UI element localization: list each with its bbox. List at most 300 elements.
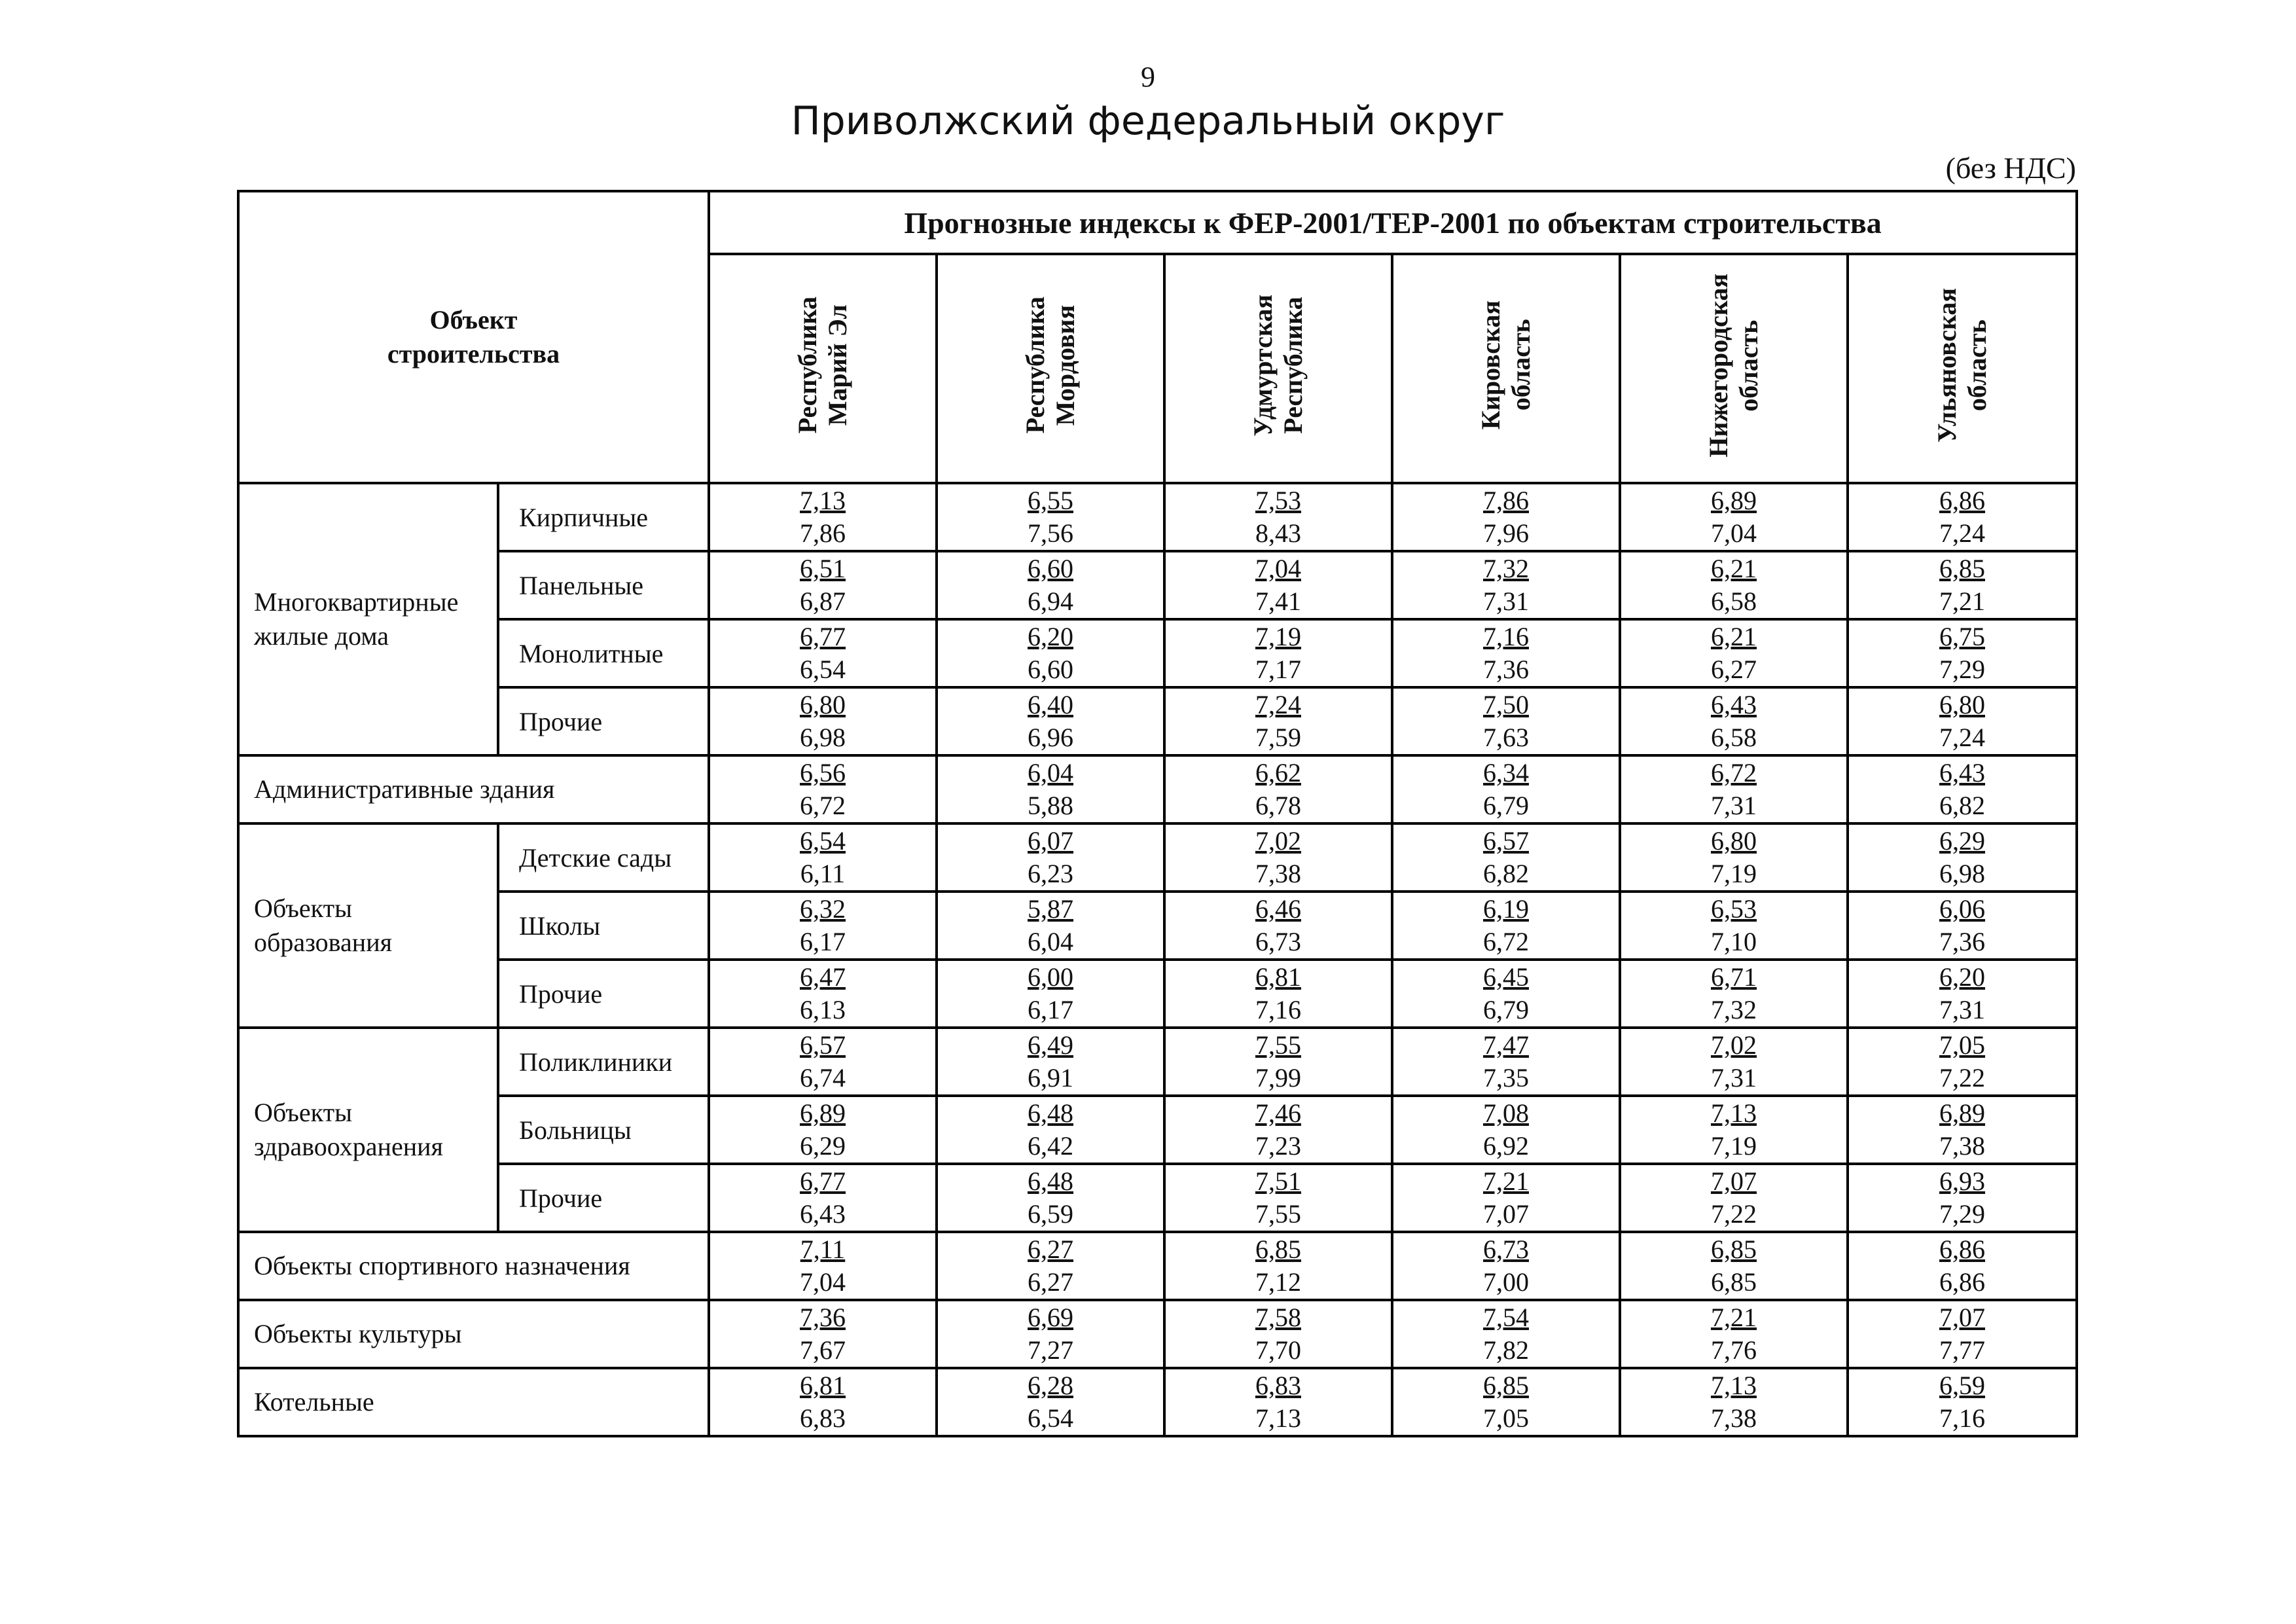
fer-index-value: 7,11 bbox=[800, 1235, 846, 1264]
ter-index-value: 7,31 bbox=[1483, 586, 1529, 616]
fer-index-value: 7,24 bbox=[1255, 690, 1301, 719]
fer-index-value: 7,02 bbox=[1255, 826, 1301, 856]
ter-index-value: 7,96 bbox=[1483, 518, 1529, 548]
index-cell bbox=[1848, 1368, 2077, 1436]
index-cell bbox=[1848, 892, 2077, 960]
ter-index-value: 6,42 bbox=[1028, 1131, 1073, 1161]
ter-index-value: 6,59 bbox=[1028, 1199, 1073, 1229]
fer-index-value: 7,02 bbox=[1711, 1030, 1757, 1060]
ter-index-value: 7,04 bbox=[1711, 518, 1757, 548]
index-cell bbox=[1620, 619, 1848, 687]
ter-index-value: 6,54 bbox=[800, 655, 846, 684]
table-row bbox=[238, 687, 2077, 755]
ter-index-value: 7,67 bbox=[800, 1335, 846, 1365]
table-row bbox=[238, 755, 2077, 823]
ter-index-value: 7,31 bbox=[1711, 1063, 1757, 1092]
forecast-index-header: Прогнозные индексы к ФЕР-2001/ТЕР-2001 по объектам строительства bbox=[709, 191, 2077, 254]
index-cell bbox=[1620, 1028, 1848, 1096]
subcategory-label: Панельные bbox=[498, 551, 709, 619]
fer-index-value: 6,21 bbox=[1711, 554, 1757, 583]
index-cell bbox=[709, 1300, 937, 1368]
index-cell bbox=[1620, 483, 1848, 551]
index-cell bbox=[937, 823, 1164, 892]
index-cell bbox=[1620, 892, 1848, 960]
index-cell bbox=[709, 1164, 937, 1232]
index-cell bbox=[709, 619, 937, 687]
index-cell bbox=[1164, 687, 1392, 755]
table-row bbox=[238, 619, 2077, 687]
fer-index-value: 6,46 bbox=[1255, 894, 1301, 924]
index-cell bbox=[1392, 551, 1620, 619]
ter-index-value: 7,31 bbox=[1711, 791, 1757, 820]
ter-index-value: 6,78 bbox=[1255, 791, 1301, 820]
fer-index-value: 6,07 bbox=[1028, 826, 1073, 856]
ter-index-value: 6,85 bbox=[1711, 1267, 1757, 1297]
ter-index-value: 7,86 bbox=[800, 518, 846, 548]
fer-index-value: 6,51 bbox=[800, 554, 846, 583]
fer-index-value: 7,46 bbox=[1255, 1098, 1301, 1128]
ter-index-value: 6,17 bbox=[1028, 995, 1073, 1024]
region-header bbox=[1392, 254, 1620, 483]
fer-index-value: 6,72 bbox=[1711, 758, 1757, 787]
ter-index-value: 7,05 bbox=[1483, 1403, 1529, 1433]
ter-index-value: 6,54 bbox=[1028, 1403, 1073, 1433]
fer-index-value: 6,81 bbox=[1255, 962, 1301, 992]
index-cell bbox=[1164, 1232, 1392, 1300]
index-cell bbox=[709, 1232, 937, 1300]
ter-index-value: 7,29 bbox=[1939, 655, 1985, 684]
fer-index-value: 7,58 bbox=[1255, 1303, 1301, 1332]
table-row bbox=[238, 1368, 2077, 1436]
ter-index-value: 7,19 bbox=[1711, 1131, 1757, 1161]
category-label: Объекты здравоохранения bbox=[238, 1028, 498, 1232]
fer-index-value: 6,53 bbox=[1711, 894, 1757, 924]
vat-note: (без НДС) bbox=[1945, 151, 2076, 185]
ter-index-value: 6,82 bbox=[1939, 791, 1985, 820]
fer-index-value: 6,60 bbox=[1028, 554, 1073, 583]
fer-index-value: 6,85 bbox=[1711, 1235, 1757, 1264]
ter-index-value: 6,96 bbox=[1028, 723, 1073, 752]
ter-index-value: 6,29 bbox=[800, 1131, 846, 1161]
fer-index-value: 7,53 bbox=[1255, 486, 1301, 515]
ter-index-value: 7,55 bbox=[1255, 1199, 1301, 1229]
ter-index-value: 7,13 bbox=[1255, 1403, 1301, 1433]
ter-index-value: 6,82 bbox=[1483, 859, 1529, 888]
ter-index-value: 7,12 bbox=[1255, 1267, 1301, 1297]
index-cell bbox=[1164, 619, 1392, 687]
page-title: Приволжский федеральный округ bbox=[791, 98, 1505, 144]
fer-index-value: 6,34 bbox=[1483, 758, 1529, 787]
ter-index-value: 6,74 bbox=[800, 1063, 846, 1092]
index-cell bbox=[1164, 1164, 1392, 1232]
fer-index-value: 6,81 bbox=[800, 1371, 846, 1400]
ter-index-value: 7,10 bbox=[1711, 927, 1757, 956]
ter-index-value: 6,92 bbox=[1483, 1131, 1529, 1161]
index-cell bbox=[1620, 1300, 1848, 1368]
index-cell bbox=[1164, 1368, 1392, 1436]
index-cell bbox=[1848, 1300, 2077, 1368]
ter-index-value: 7,76 bbox=[1711, 1335, 1757, 1365]
index-cell bbox=[1620, 1096, 1848, 1164]
fer-index-value: 6,75 bbox=[1939, 622, 1985, 651]
fer-index-value: 7,21 bbox=[1711, 1303, 1757, 1332]
index-cell bbox=[1164, 823, 1392, 892]
ter-index-value: 7,77 bbox=[1939, 1335, 1985, 1365]
index-cell bbox=[1620, 960, 1848, 1028]
index-cell bbox=[709, 755, 937, 823]
ter-index-value: 7,56 bbox=[1028, 518, 1073, 548]
fer-index-value: 6,80 bbox=[1939, 690, 1985, 719]
ter-index-value: 6,98 bbox=[1939, 859, 1985, 888]
ter-index-value: 7,38 bbox=[1711, 1403, 1757, 1433]
fer-index-value: 6,28 bbox=[1028, 1371, 1073, 1400]
index-cell bbox=[1164, 1096, 1392, 1164]
index-cell bbox=[709, 687, 937, 755]
ter-index-value: 7,63 bbox=[1483, 723, 1529, 752]
index-cell bbox=[1392, 892, 1620, 960]
ter-index-value: 7,82 bbox=[1483, 1335, 1529, 1365]
subcategory-label: Прочие bbox=[498, 960, 709, 1028]
fer-index-value: 7,86 bbox=[1483, 486, 1529, 515]
fer-index-value: 6,40 bbox=[1028, 690, 1073, 719]
index-cell bbox=[709, 1028, 937, 1096]
fer-index-value: 6,43 bbox=[1711, 690, 1757, 719]
ter-index-value: 7,16 bbox=[1255, 995, 1301, 1024]
ter-index-value: 7,22 bbox=[1711, 1199, 1757, 1229]
index-cell bbox=[937, 551, 1164, 619]
index-cell bbox=[1392, 1028, 1620, 1096]
category-label: Административные здания bbox=[238, 755, 709, 823]
ter-index-value: 7,23 bbox=[1255, 1131, 1301, 1161]
table-row bbox=[238, 892, 2077, 960]
index-cell bbox=[1392, 687, 1620, 755]
ter-index-value: 7,35 bbox=[1483, 1063, 1529, 1092]
ter-index-value: 7,00 bbox=[1483, 1267, 1529, 1297]
category-label: Объекты образования bbox=[238, 823, 498, 1028]
index-cell bbox=[1848, 823, 2077, 892]
index-cell bbox=[709, 551, 937, 619]
fer-index-value: 7,16 bbox=[1483, 622, 1529, 651]
index-cell bbox=[937, 1028, 1164, 1096]
fer-index-value: 6,86 bbox=[1939, 1235, 1985, 1264]
ter-index-value: 7,24 bbox=[1939, 518, 1985, 548]
fer-index-value: 6,32 bbox=[800, 894, 846, 924]
ter-index-value: 7,24 bbox=[1939, 723, 1985, 752]
ter-index-value: 6,86 bbox=[1939, 1267, 1985, 1297]
category-label: Объекты культуры bbox=[238, 1300, 709, 1368]
fer-index-value: 7,07 bbox=[1939, 1303, 1985, 1332]
subcategory-label: Монолитные bbox=[498, 619, 709, 687]
fer-index-value: 6,80 bbox=[800, 690, 846, 719]
fer-index-value: 6,56 bbox=[800, 758, 846, 787]
index-cell bbox=[1392, 1096, 1620, 1164]
ter-index-value: 6,72 bbox=[1483, 927, 1529, 956]
ter-index-value: 7,38 bbox=[1255, 859, 1301, 888]
fer-index-value: 6,77 bbox=[800, 1166, 846, 1196]
region-header bbox=[937, 254, 1164, 483]
ter-index-value: 6,87 bbox=[800, 586, 846, 616]
index-cell bbox=[709, 960, 937, 1028]
fer-index-value: 7,13 bbox=[1711, 1098, 1757, 1128]
region-label: Кировская область bbox=[1476, 300, 1535, 430]
page-number: 9 bbox=[1141, 61, 1155, 93]
ter-index-value: 5,88 bbox=[1028, 791, 1073, 820]
fer-index-value: 6,47 bbox=[800, 962, 846, 992]
ter-index-value: 7,41 bbox=[1255, 586, 1301, 616]
index-cell bbox=[1848, 619, 2077, 687]
index-cell bbox=[1848, 755, 2077, 823]
object-column-header bbox=[238, 191, 709, 483]
table-row bbox=[238, 1300, 2077, 1368]
fer-index-value: 7,04 bbox=[1255, 554, 1301, 583]
ter-index-value: 7,99 bbox=[1255, 1063, 1301, 1092]
index-cell bbox=[937, 619, 1164, 687]
ter-index-value: 7,38 bbox=[1939, 1131, 1985, 1161]
fer-index-value: 6,19 bbox=[1483, 894, 1529, 924]
index-cell bbox=[1848, 551, 2077, 619]
ter-index-value: 6,58 bbox=[1711, 723, 1757, 752]
fer-index-value: 6,29 bbox=[1939, 826, 1985, 856]
region-label: Нижегородская область bbox=[1704, 273, 1763, 458]
fer-index-value: 7,55 bbox=[1255, 1030, 1301, 1060]
fer-index-value: 7,21 bbox=[1483, 1166, 1529, 1196]
ter-index-value: 8,43 bbox=[1255, 518, 1301, 548]
ter-index-value: 7,07 bbox=[1483, 1199, 1529, 1229]
index-cell bbox=[1164, 483, 1392, 551]
ter-index-value: 7,22 bbox=[1939, 1063, 1985, 1092]
table-body bbox=[238, 483, 2077, 1436]
index-cell bbox=[1620, 823, 1848, 892]
table-row bbox=[238, 823, 2077, 892]
ter-index-value: 7,36 bbox=[1939, 927, 1985, 956]
index-cell bbox=[1620, 1164, 1848, 1232]
subcategory-label: Детские сады bbox=[498, 823, 709, 892]
index-cell bbox=[1620, 1368, 1848, 1436]
region-label: Республика Мордовия bbox=[1020, 297, 1080, 434]
ter-index-value: 6,27 bbox=[1711, 655, 1757, 684]
ter-index-value: 7,70 bbox=[1255, 1335, 1301, 1365]
ter-index-value: 7,19 bbox=[1711, 859, 1757, 888]
fer-index-value: 7,51 bbox=[1255, 1166, 1301, 1196]
index-cell bbox=[937, 1368, 1164, 1436]
fer-index-value: 7,36 bbox=[800, 1303, 846, 1332]
fer-index-value: 6,93 bbox=[1939, 1166, 1985, 1196]
fer-index-value: 6,86 bbox=[1939, 486, 1985, 515]
index-cell bbox=[1164, 1300, 1392, 1368]
ter-index-value: 6,58 bbox=[1711, 586, 1757, 616]
index-cell bbox=[1620, 687, 1848, 755]
fer-index-value: 6,57 bbox=[1483, 826, 1529, 856]
index-cell bbox=[1848, 960, 2077, 1028]
index-cell bbox=[1848, 483, 2077, 551]
table-row bbox=[238, 1164, 2077, 1232]
category-label: Многоквартирные жилые дома bbox=[238, 483, 498, 755]
fer-index-value: 7,07 bbox=[1711, 1166, 1757, 1196]
object-column-label: Объект строительства bbox=[387, 305, 560, 369]
fer-index-value: 7,47 bbox=[1483, 1030, 1529, 1060]
ter-index-value: 7,27 bbox=[1028, 1335, 1073, 1365]
fer-index-value: 6,48 bbox=[1028, 1098, 1073, 1128]
ter-index-value: 7,32 bbox=[1711, 995, 1757, 1024]
ter-index-value: 6,79 bbox=[1483, 995, 1529, 1024]
fer-index-value: 6,73 bbox=[1483, 1235, 1529, 1264]
ter-index-value: 7,21 bbox=[1939, 586, 1985, 616]
index-cell bbox=[1848, 687, 2077, 755]
index-cell bbox=[1392, 755, 1620, 823]
index-cell bbox=[1620, 755, 1848, 823]
fer-index-value: 6,85 bbox=[1255, 1235, 1301, 1264]
fer-index-value: 7,19 bbox=[1255, 622, 1301, 651]
ter-index-value: 7,31 bbox=[1939, 995, 1985, 1024]
index-cell bbox=[1164, 551, 1392, 619]
ter-index-value: 6,27 bbox=[1028, 1267, 1073, 1297]
index-cell bbox=[937, 960, 1164, 1028]
region-header bbox=[1620, 254, 1848, 483]
region-header bbox=[1164, 254, 1392, 483]
index-cell bbox=[937, 1300, 1164, 1368]
ter-index-value: 6,13 bbox=[800, 995, 846, 1024]
fer-index-value: 6,49 bbox=[1028, 1030, 1073, 1060]
fer-index-value: 6,04 bbox=[1028, 758, 1073, 787]
index-cell bbox=[1392, 483, 1620, 551]
fer-index-value: 6,57 bbox=[800, 1030, 846, 1060]
index-cell bbox=[709, 823, 937, 892]
index-cell bbox=[709, 1368, 937, 1436]
index-cell bbox=[937, 1164, 1164, 1232]
fer-index-value: 6,55 bbox=[1028, 486, 1073, 515]
index-cell bbox=[1164, 1028, 1392, 1096]
index-cell bbox=[1392, 960, 1620, 1028]
region-label: Республика Марий Эл bbox=[793, 297, 852, 434]
ter-index-value: 6,72 bbox=[800, 791, 846, 820]
index-cell bbox=[1392, 1164, 1620, 1232]
region-header bbox=[1848, 254, 2077, 483]
index-cell bbox=[1620, 1232, 1848, 1300]
fer-index-value: 6,20 bbox=[1939, 962, 1985, 992]
fer-index-value: 6,62 bbox=[1255, 758, 1301, 787]
fer-index-value: 6,85 bbox=[1939, 554, 1985, 583]
fer-index-value: 6,54 bbox=[800, 826, 846, 856]
fer-index-value: 7,50 bbox=[1483, 690, 1529, 719]
fer-index-value: 6,71 bbox=[1711, 962, 1757, 992]
table-row bbox=[238, 960, 2077, 1028]
fer-index-value: 6,83 bbox=[1255, 1371, 1301, 1400]
fer-index-value: 6,06 bbox=[1939, 894, 1985, 924]
fer-index-value: 6,21 bbox=[1711, 622, 1757, 651]
ter-index-value: 6,94 bbox=[1028, 586, 1073, 616]
index-cell bbox=[937, 1096, 1164, 1164]
index-cell bbox=[1392, 619, 1620, 687]
index-cell bbox=[1164, 755, 1392, 823]
ter-index-value: 7,16 bbox=[1939, 1403, 1985, 1433]
region-header bbox=[709, 254, 937, 483]
fer-index-value: 6,20 bbox=[1028, 622, 1073, 651]
ter-index-value: 6,60 bbox=[1028, 655, 1073, 684]
ter-index-value: 6,04 bbox=[1028, 927, 1073, 956]
index-cell bbox=[1848, 1164, 2077, 1232]
table-row bbox=[238, 483, 2077, 551]
ter-index-value: 7,36 bbox=[1483, 655, 1529, 684]
ter-index-value: 6,73 bbox=[1255, 927, 1301, 956]
index-cell bbox=[1164, 892, 1392, 960]
fer-index-value: 6,43 bbox=[1939, 758, 1985, 787]
ter-index-value: 7,59 bbox=[1255, 723, 1301, 752]
ter-index-value: 6,11 bbox=[800, 859, 846, 888]
index-cell bbox=[709, 483, 937, 551]
ter-index-value: 6,98 bbox=[800, 723, 846, 752]
ter-index-value: 7,29 bbox=[1939, 1199, 1985, 1229]
fer-index-value: 7,32 bbox=[1483, 554, 1529, 583]
table-row bbox=[238, 1096, 2077, 1164]
fer-index-value: 6,80 bbox=[1711, 826, 1757, 856]
fer-index-value: 6,45 bbox=[1483, 962, 1529, 992]
index-cell bbox=[937, 483, 1164, 551]
index-cell bbox=[1392, 1300, 1620, 1368]
subcategory-label: Больницы bbox=[498, 1096, 709, 1164]
fer-index-value: 6,89 bbox=[800, 1098, 846, 1128]
region-label: Ульяновская область bbox=[1932, 287, 1992, 443]
index-cell bbox=[1848, 1096, 2077, 1164]
table-row bbox=[238, 1232, 2077, 1300]
fer-index-value: 7,08 bbox=[1483, 1098, 1529, 1128]
ter-index-value: 7,17 bbox=[1255, 655, 1301, 684]
index-cell bbox=[1164, 960, 1392, 1028]
table-row bbox=[238, 1028, 2077, 1096]
subcategory-label: Прочие bbox=[498, 687, 709, 755]
index-cell bbox=[1392, 1232, 1620, 1300]
fer-index-value: 7,13 bbox=[800, 486, 846, 515]
ter-index-value: 6,79 bbox=[1483, 791, 1529, 820]
fer-index-value: 7,05 bbox=[1939, 1030, 1985, 1060]
subcategory-label: Прочие bbox=[498, 1164, 709, 1232]
fer-index-value: 6,89 bbox=[1711, 486, 1757, 515]
index-cell bbox=[1392, 823, 1620, 892]
fer-index-value: 6,77 bbox=[800, 622, 846, 651]
fer-index-value: 6,48 bbox=[1028, 1166, 1073, 1196]
fer-index-value: 7,54 bbox=[1483, 1303, 1529, 1332]
fer-index-value: 7,13 bbox=[1711, 1371, 1757, 1400]
fer-index-value: 6,59 bbox=[1939, 1371, 1985, 1400]
fer-index-value: 5,87 bbox=[1028, 894, 1073, 924]
fer-index-value: 6,00 bbox=[1028, 962, 1073, 992]
ter-index-value: 6,83 bbox=[800, 1403, 846, 1433]
index-cell bbox=[937, 1232, 1164, 1300]
subcategory-label: Поликлиники bbox=[498, 1028, 709, 1096]
index-cell bbox=[937, 687, 1164, 755]
index-cell bbox=[1620, 551, 1848, 619]
ter-index-value: 6,17 bbox=[800, 927, 846, 956]
index-cell bbox=[937, 892, 1164, 960]
category-label: Котельные bbox=[238, 1368, 709, 1436]
index-cell bbox=[1848, 1232, 2077, 1300]
category-label: Объекты спортивного назначения bbox=[238, 1232, 709, 1300]
index-cell bbox=[1392, 1368, 1620, 1436]
region-label: Удмуртская Республика bbox=[1248, 294, 1308, 437]
index-cell bbox=[937, 755, 1164, 823]
ter-index-value: 6,91 bbox=[1028, 1063, 1073, 1092]
fer-index-value: 6,69 bbox=[1028, 1303, 1073, 1332]
ter-index-value: 6,43 bbox=[800, 1199, 846, 1229]
ter-index-value: 7,04 bbox=[800, 1267, 846, 1297]
index-cell bbox=[709, 1096, 937, 1164]
index-table bbox=[237, 190, 2078, 1437]
subcategory-label: Кирпичные bbox=[498, 483, 709, 551]
subcategory-label: Школы bbox=[498, 892, 709, 960]
index-cell bbox=[1848, 1028, 2077, 1096]
fer-index-value: 6,89 bbox=[1939, 1098, 1985, 1128]
fer-index-value: 6,85 bbox=[1483, 1371, 1529, 1400]
ter-index-value: 6,23 bbox=[1028, 859, 1073, 888]
